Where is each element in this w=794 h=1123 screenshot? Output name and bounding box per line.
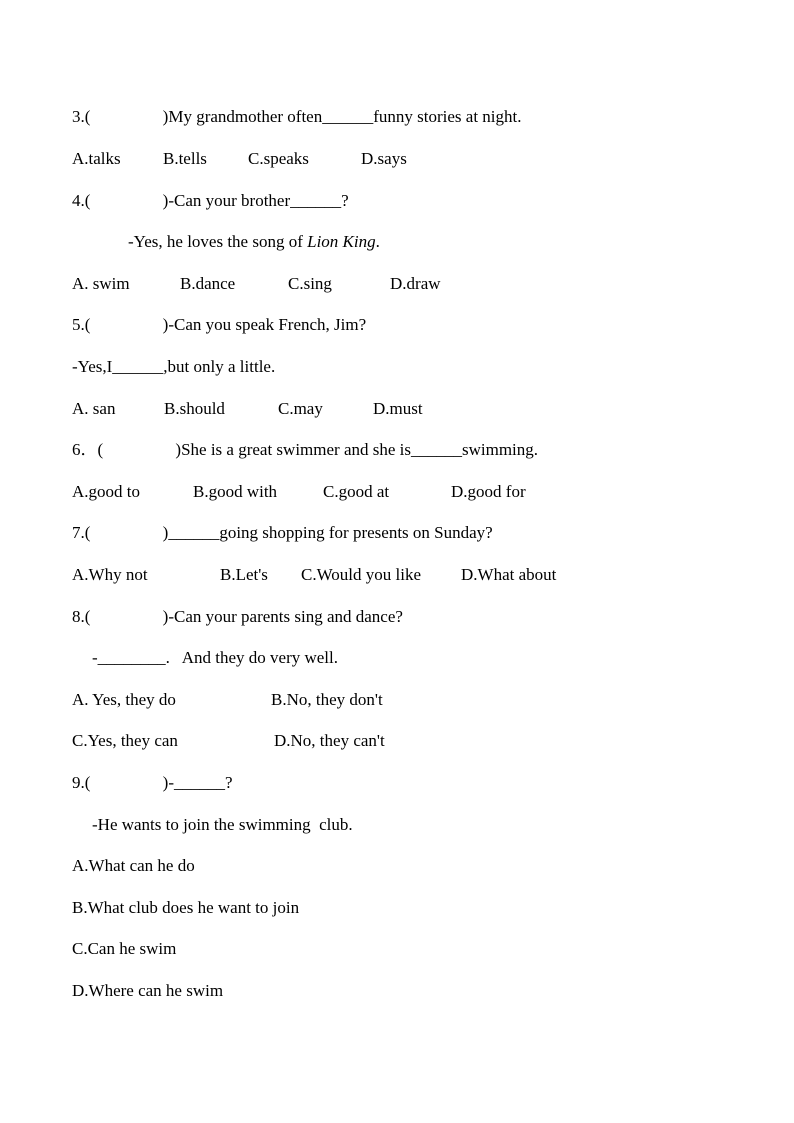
question-6-option-b: B.good with: [193, 482, 278, 501]
question-5-stem: 5.( )-Can you speak French, Jim?: [72, 315, 367, 334]
question-3-option-d: D.says: [361, 149, 407, 168]
question-7-option-d: D.What about: [461, 565, 557, 584]
question-9-option-c: C.Can he swim: [72, 939, 177, 958]
question-7-option-a: A.Why not: [72, 565, 148, 584]
question-4-reply-suffix: .: [375, 232, 380, 251]
question-6-option-d: D.good for: [451, 482, 526, 501]
question-3-option-b: B.tells: [163, 149, 207, 168]
question-9-stem: 9.( )-______?: [72, 773, 233, 792]
question-6-option-c: C.good at: [323, 482, 390, 501]
question-9-option-d: D.Where can he swim: [72, 981, 224, 1000]
question-4-stem: 4.( )-Can your brother______?: [72, 191, 349, 210]
question-3-stem: 3.( )My grandmother often______funny stories at night.: [72, 107, 522, 126]
question-8-stem: 8.( )-Can your parents sing and dance?: [72, 607, 403, 626]
question-5-option-c: C.may: [278, 399, 323, 418]
question-3-option-a: A.talks: [72, 149, 121, 168]
question-4-option-d: D.draw: [390, 274, 441, 293]
question-5-option-a: A. san: [72, 399, 116, 418]
question-6-option-a: A.good to: [72, 482, 140, 501]
question-4-reply: [128, 232, 380, 252]
question-8-option-a: A. Yes, they do: [72, 690, 176, 709]
question-4-option-b: B.dance: [180, 274, 236, 293]
question-7-option-c: C.Would you like: [301, 565, 421, 584]
question-3-option-c: C.speaks: [248, 149, 309, 168]
question-8-option-b: B.No, they don't: [271, 690, 383, 709]
question-8-reply: -________. And they do very well.: [92, 648, 338, 667]
question-9-option-a: A.What can he do: [72, 856, 195, 875]
question-4-reply-title: Lion King: [307, 232, 376, 251]
question-6-stem: 6．( )She is a great swimmer and she is______swimming.: [72, 440, 539, 459]
question-5-option-d: D.must: [373, 399, 423, 418]
question-9-reply: -He wants to join the swimming club.: [92, 815, 353, 834]
question-8-option-d: D.No, they can't: [274, 731, 385, 750]
question-9-option-b: B.What club does he want to join: [72, 898, 300, 917]
question-4-option-c: C.sing: [288, 274, 332, 293]
question-7-stem: 7.( )______going shopping for presents on Sunday?: [72, 523, 493, 542]
question-5-option-b: B.should: [164, 399, 225, 418]
question-7-option-b: B.Let's: [220, 565, 268, 584]
question-4-option-a: A. swim: [72, 274, 130, 293]
question-4-reply-prefix: -Yes, he loves the song of: [128, 232, 308, 251]
question-5-reply: -Yes,I______,but only a little.: [72, 357, 276, 376]
question-8-option-c: C.Yes, they can: [72, 731, 178, 750]
